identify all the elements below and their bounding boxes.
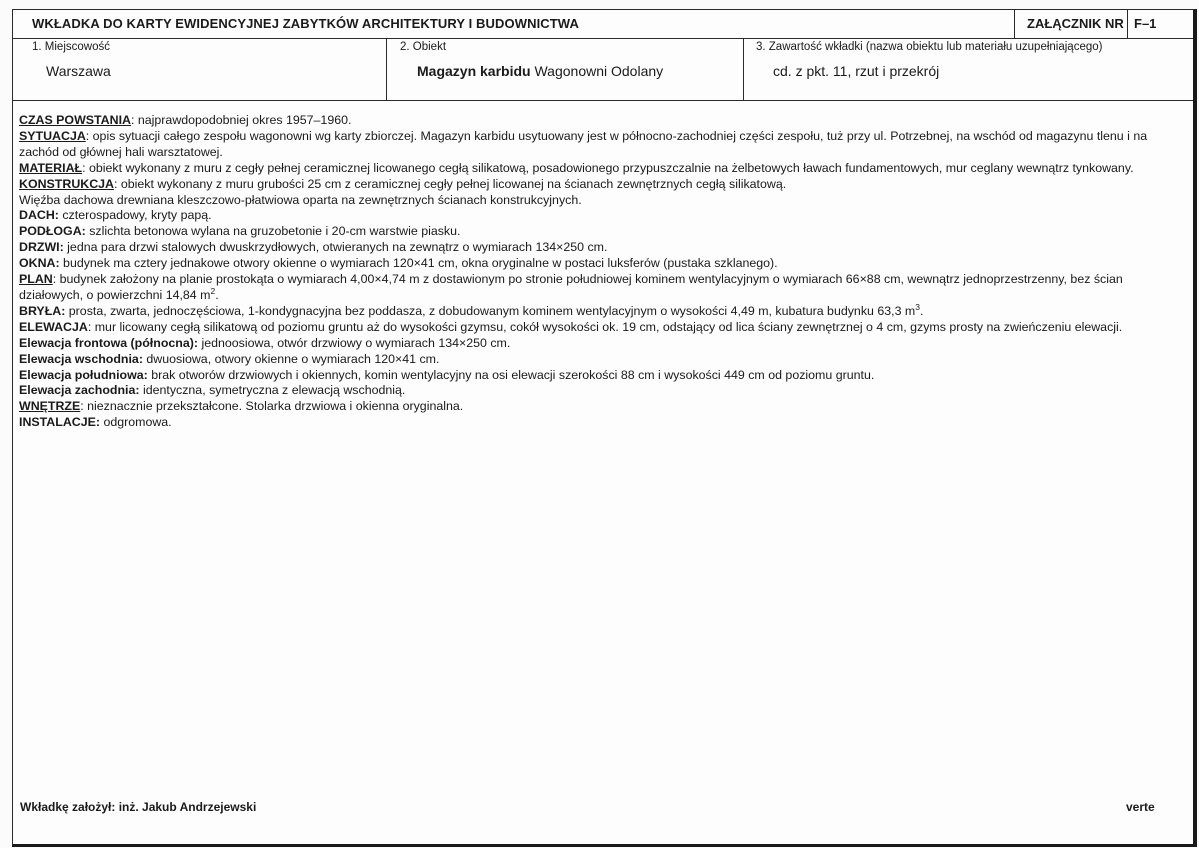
section-podloga-text: szlichta betonowa wylana na gruzobetonie i 20-cm warstwie piasku. bbox=[85, 224, 461, 239]
section-instalacje-label: INSTALACJE: bbox=[19, 415, 100, 430]
section-bryla-label: BRYŁA: bbox=[19, 303, 66, 318]
section-plan-end: . bbox=[215, 287, 219, 302]
section-elewacja-zachodnia-text: identyczna, symetryczna z elewacją wschodnią. bbox=[139, 383, 406, 398]
verte-label: verte bbox=[1126, 800, 1155, 814]
section-okna-text: budynek ma cztery jednakowe otwory okienne o wymiarach 120×41 cm, okna oryginalne w postaci luksferów (pustaka szklanego). bbox=[59, 256, 778, 271]
field-object-value bbox=[417, 63, 663, 79]
section-okna bbox=[19, 256, 1169, 272]
section-plan-text: : budynek założony na planie prostokąta o wymiarach 4,00×4,74 m z dostawionym po stronie południowej kominem wentylacyjnym o wymiarach 66×88 cm, wewnątrz jednoprzestrzenny, bez ścian działowych, o powierzchni 14,84 m bbox=[19, 272, 1123, 302]
section-plan bbox=[19, 272, 1169, 304]
field-contents-value: cd. z pkt. 11, rzut i przekrój bbox=[773, 63, 940, 79]
section-bryla-end: . bbox=[919, 303, 924, 318]
section-konstrukcja-line2: Więźba dachowa drewniana kleszczowo-płatwiowa oparta na zewnętrznych ścianach konstrukcyjnych. bbox=[19, 192, 582, 207]
section-drzwi-text: jedna para drzwi stalowych dwuskrzydłowych, otwieranych na zewnątrz o wymiarach 134×250 cm. bbox=[63, 240, 608, 255]
section-czas-label: CZAS POWSTANIA bbox=[19, 113, 131, 127]
section-elewacja-wschodnia-text: dwuosiowa, otwory okienne o wymiarach 120×41 cm. bbox=[142, 351, 440, 366]
document-title: WKŁADKA DO KARTY EWIDENCYJNEJ ZABYTKÓW ARCHITEKTURY I BUDOWNICTWA bbox=[32, 16, 579, 31]
field-object bbox=[386, 38, 744, 100]
section-bryla bbox=[19, 301, 1169, 320]
section-konstrukcja-text: : obiekt wykonany z muru grubości 25 cm z ceramicznej cegły pełnej licowanej na ścianach zewnętrznych cegłą silikatową. bbox=[114, 176, 787, 191]
section-drzwi bbox=[19, 240, 1169, 256]
section-dach-text: czterospadowy, kryty papą. bbox=[58, 208, 212, 223]
description-body bbox=[19, 113, 1169, 431]
section-instalacje bbox=[19, 415, 1169, 431]
field-locality-label: 1. Miejscowość bbox=[32, 41, 110, 53]
section-konstrukcja bbox=[19, 177, 1169, 193]
fields-row bbox=[13, 38, 1193, 101]
section-bryla-sup: 3 bbox=[915, 301, 920, 312]
section-elewacja-label: ELEWACJA bbox=[19, 319, 88, 334]
annex-label: ZAŁĄCZNIK NR bbox=[1027, 16, 1124, 31]
section-elewacja-frontowa-text: jednoosiowa, otwór drzwiowy o wymiarach 134×250 cm. bbox=[198, 335, 511, 350]
section-material-text: : obiekt wykonany z muru z cegły pełnej ceramicznej licowanego cegłą silikatową, posadowionego przypuszczalnie na żelbetowych ławach fundamentowych, mur ceglany wewnątrz tynkowany. bbox=[82, 160, 1134, 175]
field-object-value-bold: Magazyn karbidu bbox=[417, 63, 531, 79]
annex-number: F–1 bbox=[1134, 16, 1157, 31]
field-object-value-rest: Wagonowni Odolany bbox=[530, 63, 664, 79]
section-drzwi-label: DRZWI: bbox=[19, 240, 64, 255]
section-sytuacja-text: : opis sytuacji całego zespołu wagonowni wg karty zbiorczej. Magazyn karbidu usytuowany jest w północno-zachodniej części zespołu, tuż przy ul. Potrzebnej, na wschód od magazynu tlenu i na zachód od głównej hali warsztatowej. bbox=[19, 128, 1148, 159]
section-sytuacja-label: SYTUACJA bbox=[19, 128, 86, 143]
section-elewacja-zachodnia bbox=[19, 383, 1169, 399]
section-elewacja-wschodnia bbox=[19, 352, 1169, 368]
section-wnetrze-label: WNĘTRZE bbox=[19, 399, 81, 414]
section-bryla-text: prosta, zwarta, jednoczęściowa, 1-kondygnacyjna bez poddasza, z dobudowanym kominem wentylacyjnym o wysokości 4,49 m, kubatura budynku 63,3 m bbox=[65, 303, 916, 318]
section-plan-label: PLAN bbox=[19, 272, 53, 287]
section-podloga-label: PODŁOGA: bbox=[19, 224, 86, 239]
section-elewacja-poludniowa bbox=[19, 368, 1169, 384]
section-sytuacja bbox=[19, 129, 1169, 161]
section-material-label: MATERIAŁ bbox=[19, 160, 83, 175]
section-elewacja-wschodnia-label: Elewacja wschodnia: bbox=[19, 351, 143, 366]
section-instalacje-text: odgromowa. bbox=[100, 415, 172, 430]
section-okna-label: OKNA: bbox=[19, 256, 60, 271]
field-object-label: 2. Obiekt bbox=[400, 41, 447, 53]
section-wnetrze-text: : nieznacznie przekształcone. Stolarka drzwiowa i okienna oryginalna. bbox=[80, 399, 464, 414]
section-elewacja-frontowa-label: Elewacja frontowa (północna): bbox=[19, 335, 198, 350]
section-elewacja-poludniowa-text: brak otworów drzwiowych i okiennych, komin wentylacyjny na osi elewacji szerokości 88 cm i wysokości 449 cm od poziomu gruntu. bbox=[147, 367, 875, 382]
section-czas bbox=[19, 113, 1169, 129]
section-podloga bbox=[19, 224, 1169, 240]
field-locality-value: Warszawa bbox=[46, 63, 111, 79]
section-dach bbox=[19, 208, 1169, 224]
field-locality bbox=[13, 38, 386, 100]
section-elewacja bbox=[19, 320, 1169, 336]
section-elewacja-frontowa bbox=[19, 336, 1169, 352]
section-material bbox=[19, 161, 1169, 177]
section-elewacja-poludniowa-label: Elewacja południowa: bbox=[19, 367, 148, 382]
header-row bbox=[13, 10, 1193, 39]
annex-box bbox=[1014, 10, 1195, 38]
section-dach-label: DACH: bbox=[19, 208, 59, 223]
field-contents-label: 3. Zawartość wkładki (nazwa obiektu lub materiału uzupełniającego) bbox=[756, 41, 1103, 53]
section-wnetrze bbox=[19, 399, 1169, 415]
section-czas-text: : najprawdopodobniej okres 1957–1960. bbox=[130, 113, 352, 127]
annex-divider bbox=[1127, 10, 1128, 38]
section-elewacja-text: : mur licowany cegłą silikatową od poziomu gruntu aż do wysokości gzymsu, cokół wysokości ok. 19 cm, odstający od lica ściany zewnętrznej o 4 cm, gzyms prosty na zwieńczeniu elewacji. bbox=[87, 319, 1123, 334]
section-elewacja-zachodnia-label: Elewacja zachodnia: bbox=[19, 383, 140, 398]
field-contents bbox=[743, 38, 1195, 100]
section-plan-sup: 2 bbox=[210, 285, 216, 296]
author-signature-line: Wkładkę założył: inż. Jakub Andrzejewski bbox=[20, 800, 257, 814]
section-konstrukcja-label: KONSTRUKCJA bbox=[19, 176, 114, 191]
